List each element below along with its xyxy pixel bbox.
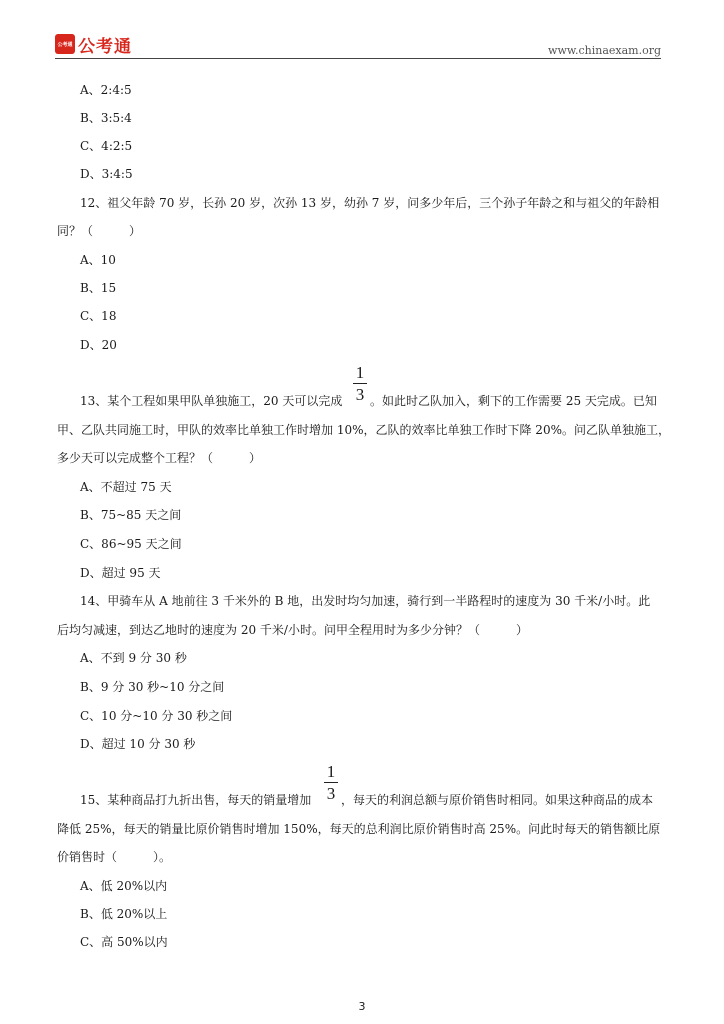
q11-option-c: C、4:2:5 — [80, 139, 133, 153]
q14-stem-line2: 后均匀减速，到达乙地时的速度为 20 千米/小时。问甲全程用时为多少分钟？（ ） — [57, 623, 528, 637]
q15-stem-line3: 价销售时（ ）。 — [57, 850, 172, 864]
q12-option-a: A、10 — [80, 253, 116, 267]
q12-stem-line2: 同？（ ） — [57, 224, 142, 238]
q15-frac-bar — [324, 782, 338, 783]
q13-option-a: A、不超过 75 天 — [80, 480, 172, 494]
q12-option-c: C、18 — [80, 309, 117, 323]
q11-option-b: B、3:5:4 — [80, 111, 132, 125]
header-divider — [55, 58, 661, 59]
q12-option-d: D、20 — [80, 338, 117, 352]
brand-logo — [55, 33, 132, 55]
q15-option-a: A、低 20%以内 — [80, 879, 168, 893]
q13-frac-numerator: 1 — [355, 363, 365, 382]
q15-stem-line1b: ，每天的利润总额与原价销售时相同。如果这种商品的成本 — [341, 793, 654, 807]
q13-stem-line3: 多少天可以完成整个工程？（ ） — [57, 451, 262, 465]
q14-option-b: B、9 分 30 秒~10 分之间 — [80, 680, 225, 694]
q15-option-c: C、高 50%以内 — [80, 935, 168, 949]
q15-stem-line1a: 15、某种商品打九折出售，每天的销量增加 — [80, 793, 312, 807]
q14-stem-line1: 14、甲骑车从 A 地前往 3 千米外的 B 地，出发时均匀加速，骑行到一半路程时的速度为 30 千米/小时。此 — [80, 594, 651, 608]
q13-option-c: C、86~95 天之间 — [80, 537, 182, 551]
q13-option-b: B、75~85 天之间 — [80, 508, 182, 522]
q13-stem-line1a: 13、某个工程如果甲队单独施工，20 天可以完成 — [80, 394, 343, 408]
q13-fraction — [353, 364, 367, 403]
q13-frac-denominator: 3 — [355, 385, 365, 404]
q13-option-d: D、超过 95 天 — [80, 566, 161, 580]
q13-stem-line1b: 。如此时乙队加入，剩下的工作需要 25 天完成。已知 — [370, 394, 657, 408]
q11-option-a: A、2:4:5 — [80, 83, 132, 97]
q15-stem-line2: 降低 25%，每天的销量比原价销售时增加 150%，每天的总利润比原价销售时高 25%。问此时每天的销售额比原 — [57, 822, 661, 836]
q14-option-a: A、不到 9 分 30 秒 — [80, 651, 187, 665]
site-url: www.chinaexam.org — [548, 44, 661, 57]
q15-frac-numerator: 1 — [326, 762, 336, 781]
q14-option-d: D、超过 10 分 30 秒 — [80, 737, 196, 751]
q12-option-b: B、15 — [80, 281, 117, 295]
q13-stem-line2: 甲、乙队共同施工时，甲队的效率比单独工作时增加 10%，乙队的效率比单独工作时下降 20%。问乙队单独施工， — [57, 423, 670, 437]
page-number: 3 — [358, 1000, 366, 1013]
logo-badge-icon: 公考通 — [55, 34, 75, 54]
page-header — [0, 0, 724, 62]
q12-stem-line1: 12、祖父年龄 70 岁，长孙 20 岁，次孙 13 岁，幼孙 7 岁，问多少年后，三个孙子年龄之和与祖父的年龄相 — [80, 196, 660, 210]
q13-frac-bar — [353, 383, 367, 384]
q15-frac-denominator: 3 — [326, 784, 336, 803]
q15-option-b: B、低 20%以上 — [80, 907, 168, 921]
q15-fraction — [324, 763, 338, 802]
q14-option-c: C、10 分~10 分 30 秒之间 — [80, 709, 233, 723]
q11-option-d: D、3:4:5 — [80, 167, 133, 181]
logo-text: 公考通 — [78, 36, 132, 57]
